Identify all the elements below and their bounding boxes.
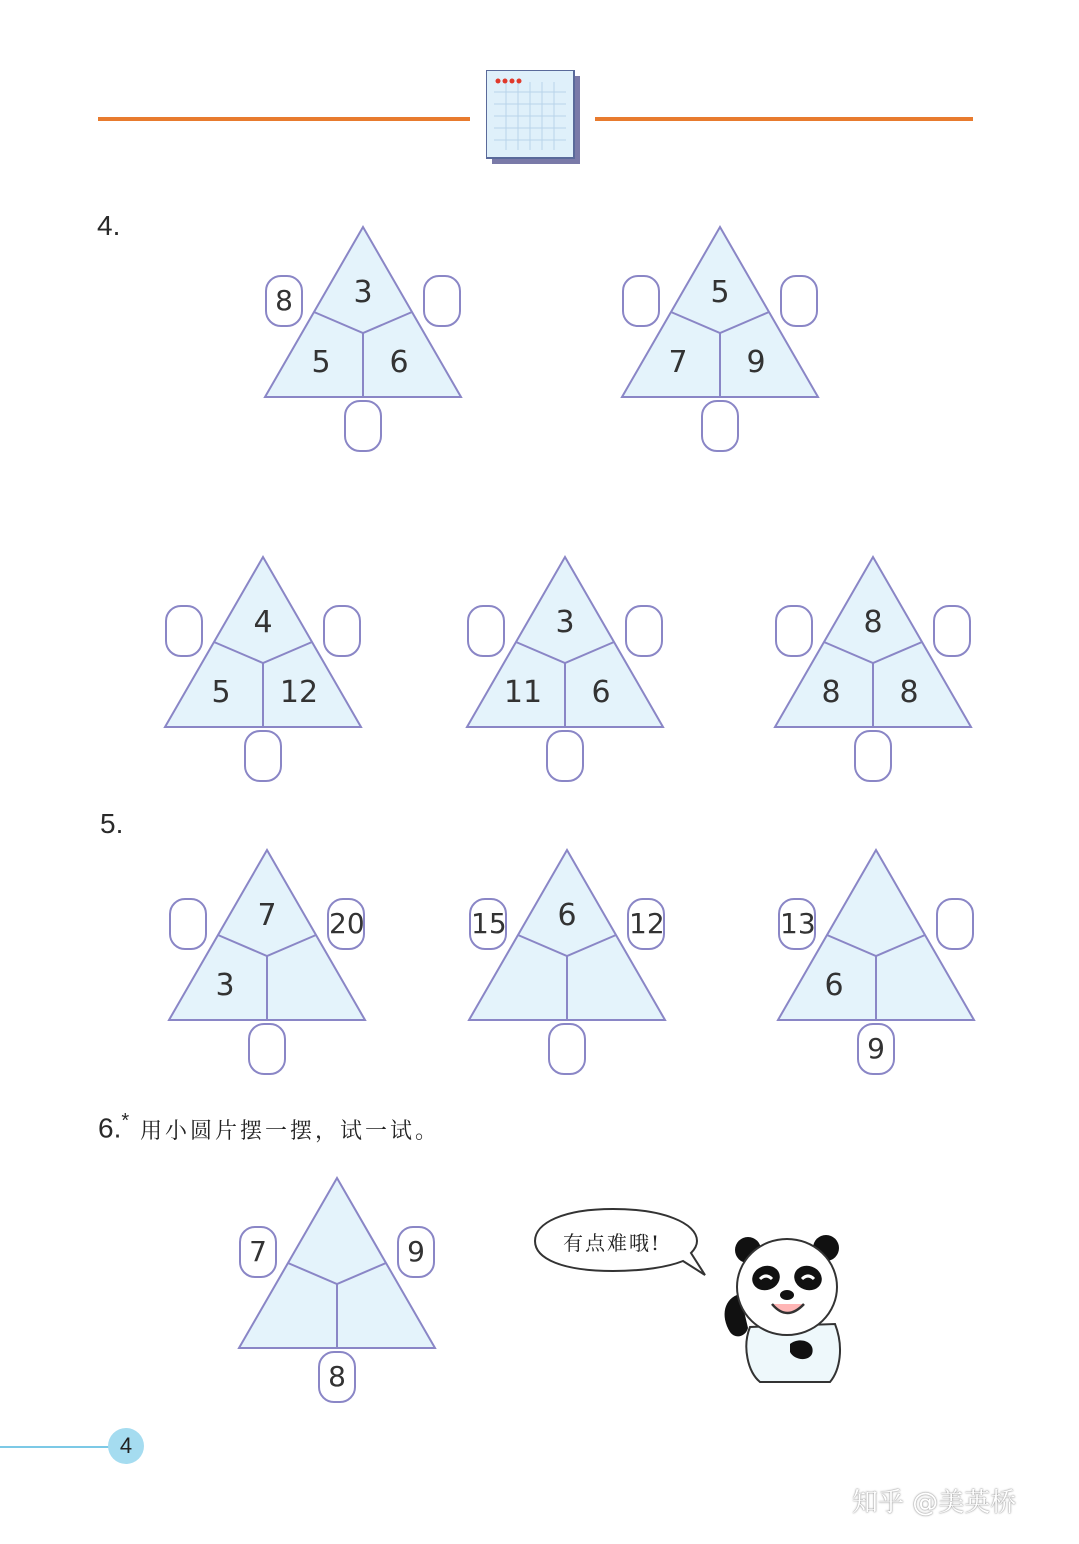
answer-box-bottom[interactable] [248, 1023, 286, 1075]
triangle-cell-bl: 5 [211, 675, 231, 710]
answer-box-left[interactable] [467, 605, 505, 657]
grid-card-icon [486, 70, 576, 160]
triangle-cell-br: 6 [389, 345, 409, 380]
triangle-cell-bl: 11 [503, 675, 543, 710]
question-6-instruction: 用小圆片摆一摆，试一试。 [140, 1119, 441, 1144]
triangle-puzzle [465, 555, 665, 795]
triangle-puzzle [263, 225, 463, 465]
triangle-cell-bl: 7 [668, 345, 688, 380]
answer-box-bottom[interactable] [244, 730, 282, 782]
triangle-cell-br: 6 [591, 675, 611, 710]
triangle-cell-top: 8 [863, 605, 883, 640]
page-number-badge [108, 1428, 144, 1464]
question-5-number: 5. [100, 808, 124, 839]
watermark-text: 知乎 @美英桥 [852, 1488, 1017, 1518]
triangle-puzzle [467, 848, 667, 1088]
answer-box-left[interactable]: 7 [239, 1226, 277, 1278]
triangle-cell-bl: 5 [311, 345, 331, 380]
answer-box-right[interactable] [323, 605, 361, 657]
panda-mascot-icon [720, 1232, 855, 1387]
triangle-cell-bl: 8 [821, 675, 841, 710]
triangle-puzzle [776, 848, 976, 1088]
answer-box-right[interactable]: 9 [397, 1226, 435, 1278]
answer-box-bottom[interactable] [854, 730, 892, 782]
answer-box-right[interactable] [933, 605, 971, 657]
speech-bubble-text: 有点难哦! [563, 1231, 662, 1255]
triangle-puzzle [620, 225, 820, 465]
answer-box-bottom[interactable] [546, 730, 584, 782]
triangle-cell-bl: 3 [215, 968, 235, 1003]
answer-box-left[interactable]: 8 [265, 275, 303, 327]
question-4-number: 4. [97, 210, 121, 241]
answer-box-right[interactable]: 12 [627, 898, 665, 950]
triangle-cell-top: 5 [710, 275, 730, 310]
answer-box-left[interactable] [775, 605, 813, 657]
triangle-cell-top: 6 [557, 898, 577, 933]
answer-box-right[interactable] [936, 898, 974, 950]
question-6-marker: * [121, 1110, 130, 1132]
answer-box-bottom[interactable]: 8 [318, 1351, 356, 1403]
triangle-cell-top: 3 [555, 605, 575, 640]
triangle-cell-br: 12 [279, 675, 319, 710]
answer-box-left[interactable]: 13 [778, 898, 816, 950]
footer-line [0, 1446, 112, 1448]
triangle-cell-top: 3 [353, 275, 373, 310]
page-number: 4 [119, 1433, 133, 1458]
answer-box-bottom[interactable] [344, 400, 382, 452]
answer-box-bottom[interactable] [701, 400, 739, 452]
answer-box-left[interactable] [169, 898, 207, 950]
answer-box-right[interactable]: 20 [327, 898, 365, 950]
answer-box-bottom[interactable]: 9 [857, 1023, 895, 1075]
answer-box-right[interactable] [625, 605, 663, 657]
triangle-puzzle [773, 555, 973, 795]
answer-box-left[interactable] [165, 605, 203, 657]
header-line-left [98, 117, 470, 121]
triangle-cell-bl: 6 [824, 968, 844, 1003]
question-6-number: 6.* [98, 1110, 130, 1144]
answer-box-bottom[interactable] [548, 1023, 586, 1075]
answer-box-right[interactable] [780, 275, 818, 327]
triangle-cell-br: 8 [899, 675, 919, 710]
triangle-puzzle [167, 848, 367, 1088]
triangle-cell-top: 7 [257, 898, 277, 933]
triangle-cell-br: 9 [746, 345, 766, 380]
triangle-puzzle [163, 555, 363, 795]
header-line-right [595, 117, 973, 121]
answer-box-left[interactable] [622, 275, 660, 327]
answer-box-right[interactable] [423, 275, 461, 327]
speech-bubble [533, 1205, 713, 1285]
answer-box-left[interactable]: 15 [469, 898, 507, 950]
triangle-cell-top: 4 [253, 605, 273, 640]
triangle-puzzle [237, 1176, 437, 1416]
